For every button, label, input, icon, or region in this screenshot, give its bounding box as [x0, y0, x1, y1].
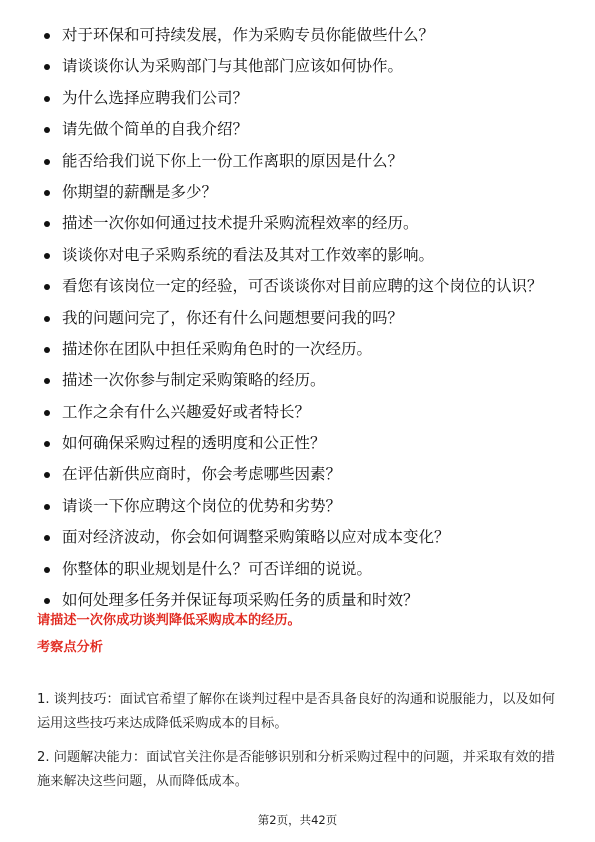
question-text: 请谈一下你应聘这个岗位的优势和劣势？: [62, 496, 342, 515]
bullet-icon: [44, 253, 50, 259]
question-text: 在评估新供应商时，你会考虑哪些因素？: [62, 465, 342, 484]
bullet-icon: [44, 284, 50, 290]
question-list: [40, 24, 560, 620]
question-text: 对于环保和可持续发展，作为采购专员你能做些什么？: [62, 26, 435, 44]
question-text: 描述一次你如何通过技术提升采购流程效率的经历。: [62, 214, 419, 233]
question-item: [40, 558, 560, 581]
bullet-icon: [44, 190, 50, 196]
question-text: 谈谈你对电子采购系统的看法及其对工作效率的影响。: [62, 245, 435, 264]
highlight-question: 请描述一次你成功谈判降低采购成本的经历。: [37, 613, 301, 628]
question-text: 你期望的薪酬是多少？: [62, 182, 218, 201]
question-item: [40, 181, 560, 204]
question-item: [40, 338, 560, 361]
question-item: [40, 463, 560, 486]
bullet-icon: [44, 33, 50, 39]
question-item: [40, 87, 560, 110]
bullet-icon: [44, 221, 50, 227]
question-text: 如何确保采购过程的透明度和公正性？: [62, 434, 326, 453]
question-item: [40, 244, 560, 267]
question-item: [40, 275, 560, 298]
question-item: [40, 24, 560, 47]
question-text: 请先做个简单的自我介绍？: [62, 120, 249, 139]
analysis-point-2: 2. 问题解决能力：面试官关注你是否能够识别和分析采购过程中的问题，并采取有效的措施来解决这些问题，从而降低成本。: [37, 750, 555, 789]
question-item: [40, 526, 560, 549]
bullet-icon: [44, 96, 50, 102]
bullet-icon: [44, 472, 50, 478]
question-item: [40, 369, 560, 392]
bullet-icon: [44, 316, 50, 322]
question-text: 如何处理多任务并保证每项采购任务的质量和时效？: [62, 591, 419, 610]
bullet-icon: [44, 127, 50, 133]
bullet-icon: [44, 504, 50, 510]
bullet-icon: [44, 347, 50, 353]
question-item: [40, 495, 560, 518]
bullet-icon: [44, 535, 50, 541]
bullet-icon: [44, 441, 50, 447]
question-text: 描述你在团队中担任采购角色时的一次经历。: [62, 339, 373, 358]
bullet-icon: [44, 159, 50, 165]
question-item: [40, 118, 560, 141]
question-item: [40, 212, 560, 235]
question-text: 描述一次你参与制定采购策略的经历。: [62, 371, 326, 390]
question-text: 面对经济波动，你会如何调整采购策略以应对成本变化？: [62, 528, 450, 547]
question-item: [40, 307, 560, 330]
bullet-icon: [44, 378, 50, 384]
question-text: 请谈谈你认为采购部门与其他部门应该如何协作。: [62, 57, 404, 76]
bullet-icon: [44, 598, 50, 604]
analysis-point-1: 1. 谈判技巧：面试官希望了解你在谈判过程中是否具备良好的沟通和说服能力，以及如何运用这些技巧来达成降低采购成本的目标。: [37, 692, 555, 731]
question-text: 看您有该岗位一定的经验，可否谈谈你对目前应聘的这个岗位的认识？: [62, 277, 543, 296]
question-item: [40, 55, 560, 78]
page-footer: 第2页，共42页: [257, 813, 338, 827]
question-text: 能否给我们说下你上一份工作离职的原因是什么？: [62, 151, 404, 170]
question-text: 工作之余有什么兴趣爱好或者特长？: [62, 402, 311, 421]
question-text: 我的问题问完了，你还有什么问题想要问我的吗？: [62, 308, 404, 327]
question-item: [40, 432, 560, 455]
question-item: [40, 150, 560, 173]
analysis-title: 考察点分析: [37, 640, 103, 655]
bullet-icon: [44, 410, 50, 416]
bullet-icon: [44, 567, 50, 573]
question-item: [40, 589, 560, 612]
question-item: [40, 401, 560, 424]
question-text: 你整体的职业规划是什么？可否详细的说说。: [62, 559, 373, 578]
bullet-icon: [44, 64, 50, 70]
question-text: 为什么选择应聘我们公司？: [62, 88, 249, 107]
